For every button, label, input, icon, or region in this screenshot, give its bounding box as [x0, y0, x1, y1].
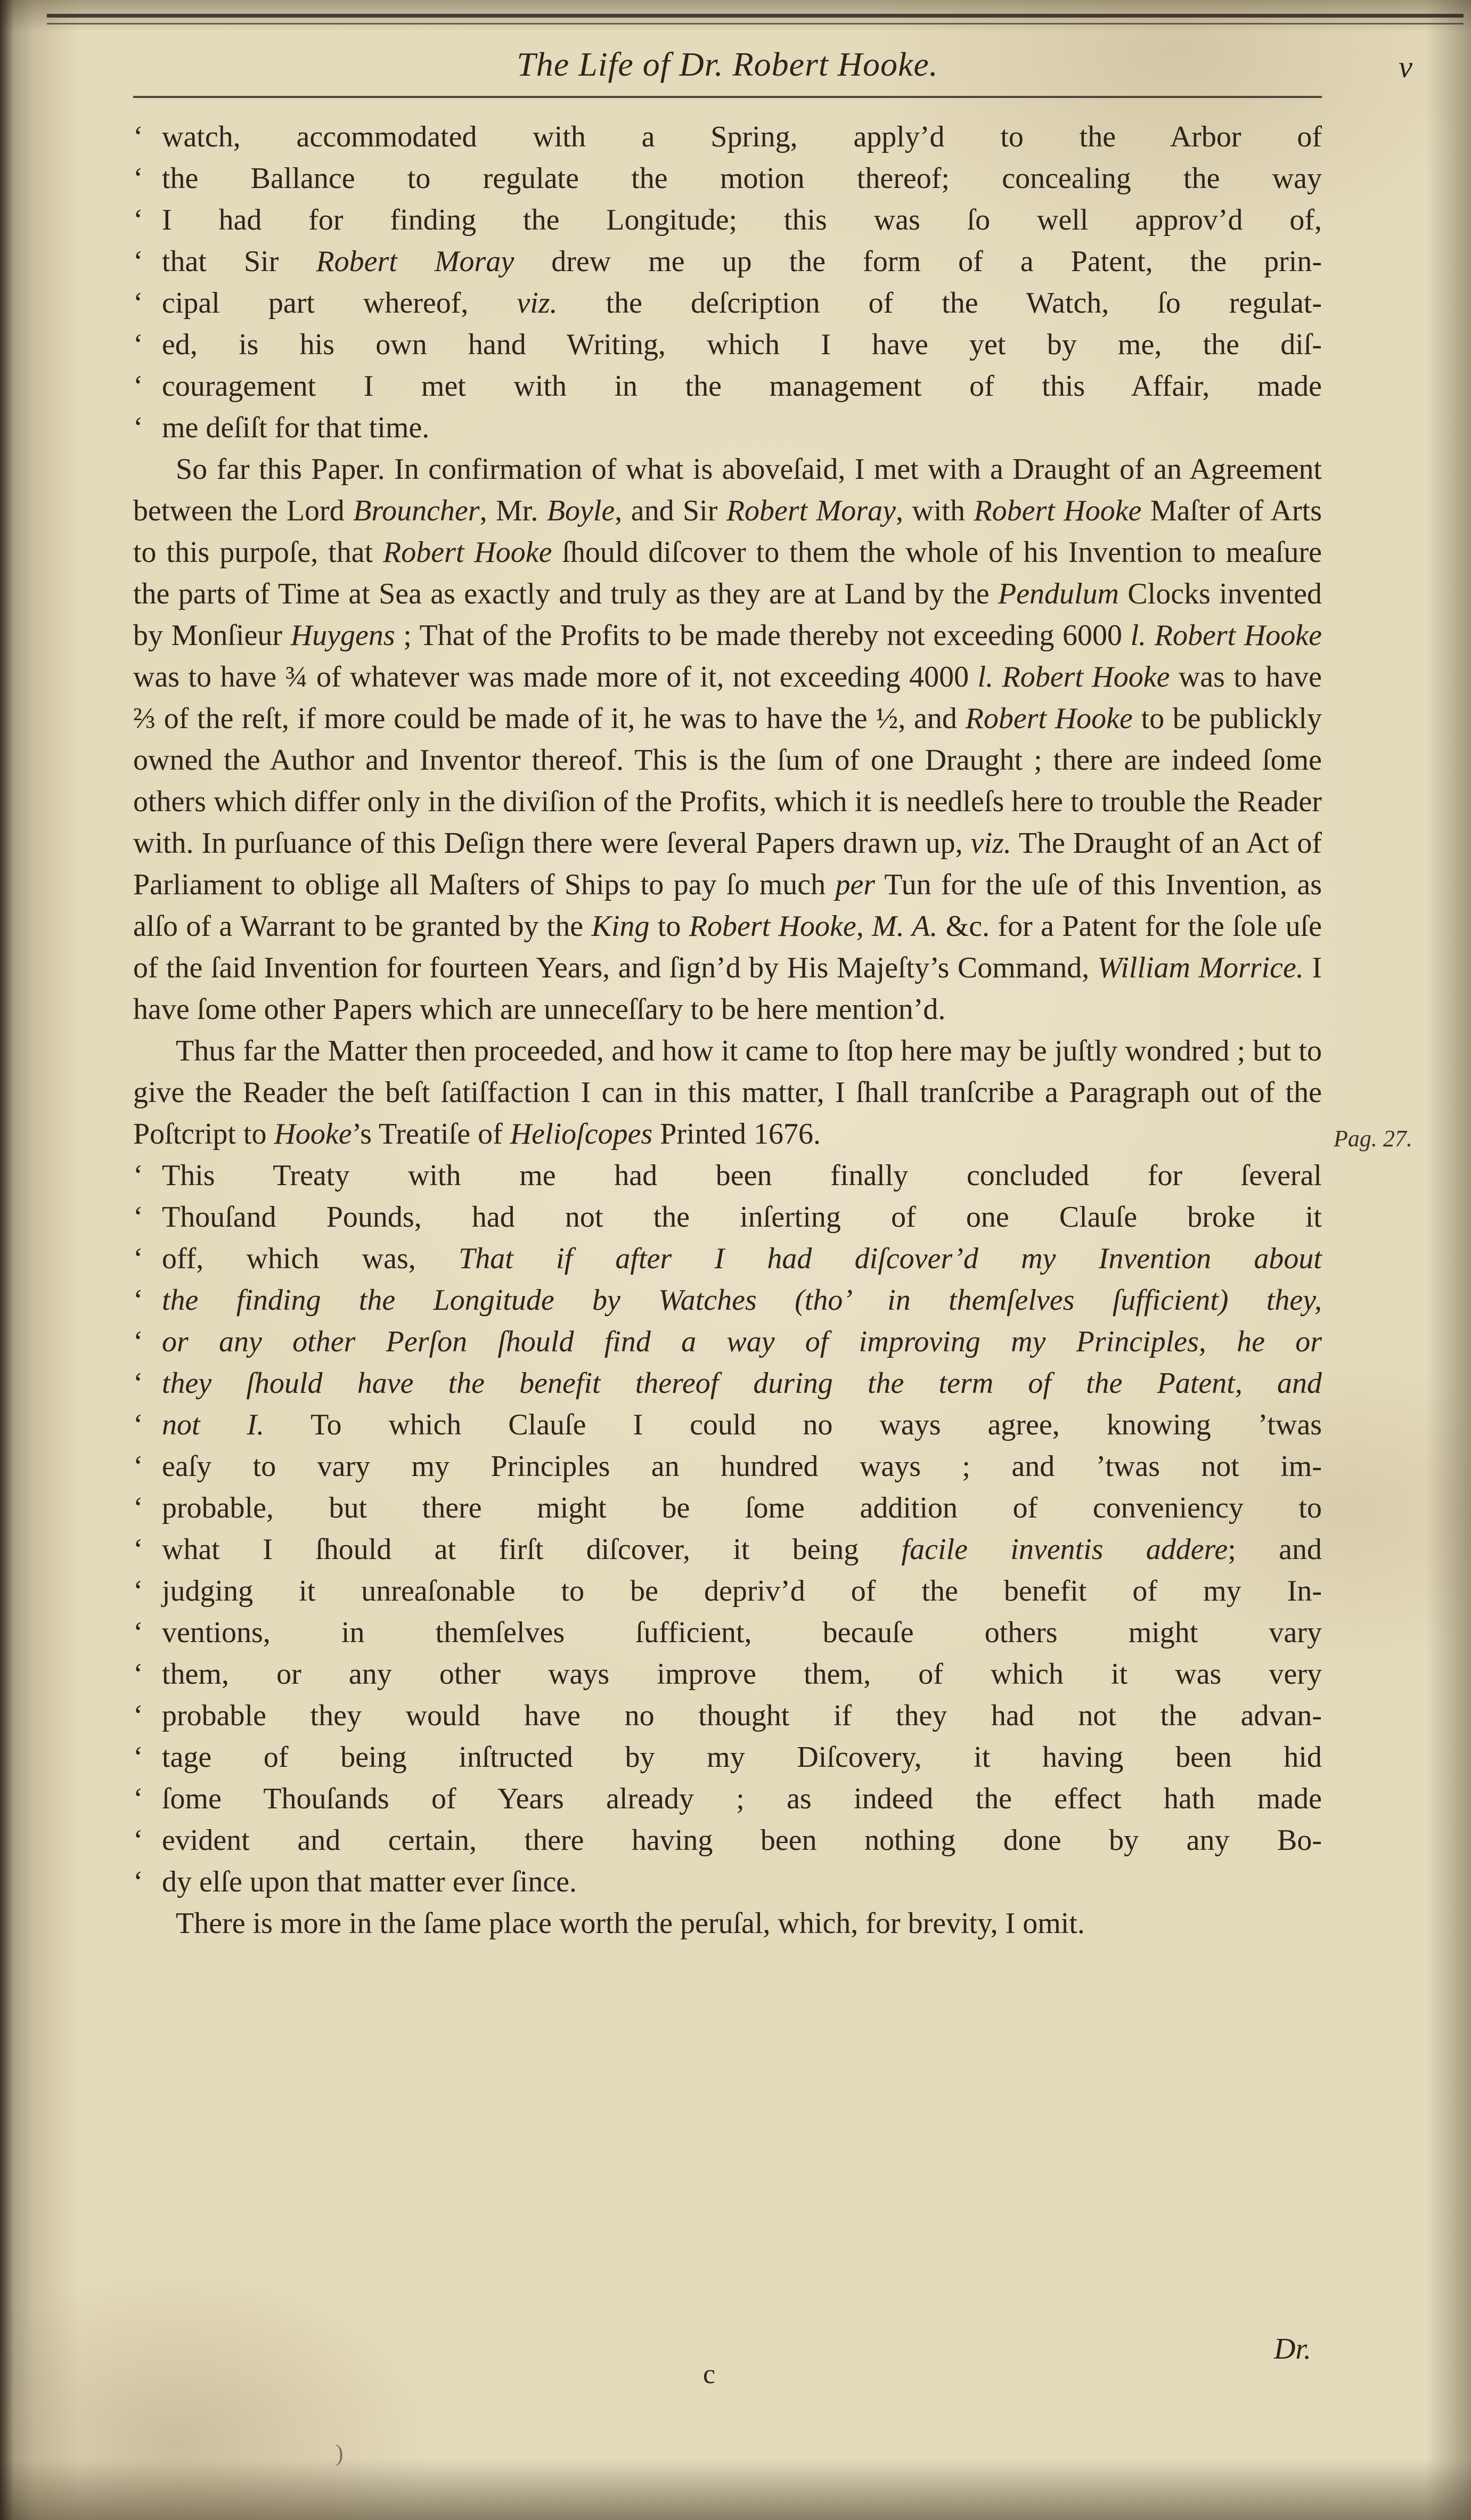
quote-line — [133, 1404, 1322, 1446]
quote-mark: ‘ — [133, 1325, 143, 1358]
quote-line — [133, 158, 1322, 199]
text-segment: was to have ⅔ of the reſt, if more could be made of it, he was to have the ½, and — [133, 660, 1322, 735]
quote-line — [133, 1695, 1322, 1736]
quote-line — [133, 1529, 1322, 1570]
text-segment: me deſiſt for that time. — [162, 411, 430, 444]
text-segment: or any other Perſon ſhould find a way of improving my Principles, he or — [162, 1325, 1322, 1358]
text-segment: l. Robert Hooke — [1130, 619, 1322, 652]
text-segment: Robert Moray — [316, 245, 514, 278]
quote-mark: ‘ — [133, 203, 143, 236]
text-segment: watch, accommodated with a Spring, apply’d to the Arbor of — [162, 120, 1322, 153]
text-segment: , with — [895, 494, 974, 527]
catchword: Dr. — [1273, 2333, 1311, 2366]
quote-mark: ‘ — [133, 370, 143, 403]
text-segment: Robert Hooke — [965, 702, 1133, 735]
quote-mark: ‘ — [133, 120, 143, 153]
quote-line — [133, 1155, 1322, 1196]
text-segment: William Morrice. — [1097, 951, 1304, 984]
quote-mark: ‘ — [133, 1616, 143, 1649]
quote-line — [133, 365, 1322, 407]
quote-line — [133, 1736, 1322, 1778]
text-segment: That if after I had diſcover’d my Invention about — [459, 1242, 1322, 1275]
page-number: v — [1399, 50, 1412, 84]
quote-mark: ‘ — [133, 1865, 143, 1898]
stray-ink-mark: ) — [336, 2440, 344, 2466]
text-segment: they ſhould have the benefit thereof during the term of the Patent, and — [162, 1367, 1322, 1400]
quote-line — [133, 1279, 1322, 1321]
text-segment: ventions, in themſelves ſufficient, becauſe others might vary — [162, 1616, 1322, 1649]
text-segment: couragement I met with in the management of this Affair, made — [162, 370, 1322, 403]
quote-mark: ‘ — [133, 1491, 143, 1524]
paragraph — [133, 1903, 1322, 1944]
text-segment: So far this Paper. In confirmation of what is aboveſaid, I met with a Draught of an Agreement between the Lord — [133, 453, 1322, 527]
quote-mark: ‘ — [133, 328, 143, 361]
text-segment: I have ſome other Papers which are unneceſſary to be here mention’d. — [133, 951, 1322, 1026]
quote-line — [133, 1778, 1322, 1820]
text-segment: ed, is his own hand Writing, which I have yet by me, the diſ- — [162, 328, 1322, 361]
quote-mark: ‘ — [133, 1533, 143, 1566]
quote-mark: ‘ — [133, 411, 143, 444]
quote-mark: ‘ — [133, 1782, 143, 1815]
text-segment: ; and — [1228, 1533, 1322, 1566]
text-segment: the deſcription of the Watch, ſo regulat- — [557, 287, 1322, 320]
text-segment: not I. — [162, 1408, 265, 1441]
quote-mark: ‘ — [133, 1284, 143, 1317]
text-segment: to be publickly owned the Author and Inventor thereof. This is the ſum of one Draught ; there are indeed ſome others which differ only in the diviſion of the Profits, which it is needleſs here to trouble the Reader with. In purſuance of this Deſign there were ſeveral Papers drawn up, — [133, 702, 1322, 860]
text-segment: Tun for the uſe of this Invention, as alſo of a Warrant to be granted by the — [133, 868, 1322, 943]
text-segment: drew me up the form of a Patent, the prin- — [514, 245, 1322, 278]
text-segment: ’s Treatiſe of — [352, 1118, 510, 1151]
quote-mark: ‘ — [133, 1159, 143, 1192]
text-segment: &c. for a Patent for the ſole uſe of the ſaid Invention for fourteen Years, and ſign’d by His Majeſty’s Command, — [133, 910, 1322, 984]
page-body — [133, 116, 1412, 1944]
top-rule — [47, 14, 1464, 18]
text-segment: I had for finding the Longitude; this was ſo well approv’d of, — [162, 203, 1322, 236]
quoted-passage — [133, 116, 1322, 448]
quote-line — [133, 1820, 1322, 1861]
text-segment: , and Sir — [615, 494, 726, 527]
quote-mark: ‘ — [133, 1367, 143, 1400]
quote-line — [133, 1321, 1322, 1363]
text-segment: probable they would have no thought if they had not the advan- — [162, 1699, 1322, 1732]
text-segment: Huygens — [290, 619, 395, 652]
text-segment: tage of being inſtructed by my Diſcovery, it having been hid — [162, 1741, 1322, 1774]
quote-line — [133, 1570, 1322, 1612]
quote-mark: ‘ — [133, 1575, 143, 1608]
text-segment: the Ballance to regulate the motion thereof; concealing the way — [162, 162, 1322, 195]
quote-line — [133, 1612, 1322, 1653]
text-segment: off, which was, — [162, 1242, 459, 1275]
quote-line — [133, 116, 1322, 158]
running-title: The Life of Dr. Robert Hooke. — [517, 45, 938, 83]
text-segment: facile inventis addere — [901, 1533, 1228, 1566]
quote-line — [133, 282, 1322, 324]
quote-mark: ‘ — [133, 1201, 143, 1234]
paragraph — [133, 1030, 1412, 1155]
text-segment: viz. — [970, 827, 1011, 860]
quote-mark: ‘ — [133, 1824, 143, 1857]
text-segment: them, or any other ways improve them, of which it was very — [162, 1658, 1322, 1691]
text-segment: to — [649, 910, 689, 943]
text-segment: Printed 1676. — [652, 1118, 821, 1151]
text-segment: probable, but there might be ſome addition of conveniency to — [162, 1491, 1322, 1524]
text-segment: the finding the Longitude by Watches (tho’ in themſelves ſufficient) they, — [162, 1284, 1322, 1317]
text-segment: what I ſhould at firſt diſcover, it being — [162, 1533, 902, 1566]
text-segment: ; That of the Profits to be made thereby not exceeding 6000 — [395, 619, 1131, 652]
quote-line — [133, 1653, 1322, 1695]
text-segment: Robert Hooke — [974, 494, 1142, 527]
text-segment: Thus far the Matter then proceeded, and how it came to ſtop here may be juſtly wondred ; but to give the Reader the beſt ſatiſfaction I can in this matter, I ſhall tranſcribe a Paragraph out of the Poſtcript to — [133, 1034, 1322, 1151]
quote-line — [133, 1363, 1322, 1404]
header-rule — [133, 96, 1322, 98]
quote-line — [133, 1446, 1322, 1487]
text-segment: was to have ¾ of whatever was made more of it, not exceeding 4000 — [133, 660, 978, 694]
text-segment: Robert Hooke, M. A. — [689, 910, 938, 943]
quote-line — [133, 324, 1322, 365]
text-segment: that Sir — [162, 245, 316, 278]
text-segment: Maſter of Arts to this purpoſe, that — [133, 494, 1322, 569]
text-segment: cipal part whereof, — [162, 287, 517, 320]
top-rule-thin — [47, 23, 1464, 25]
text-segment: Hooke — [274, 1118, 352, 1151]
text-segment: evident and certain, there having been nothing done by any Bo- — [162, 1824, 1322, 1857]
quote-mark: ‘ — [133, 1408, 143, 1441]
quote-mark: ‘ — [133, 1450, 143, 1483]
page-header — [133, 45, 1412, 84]
quoted-passage — [133, 1155, 1322, 1903]
quote-line — [133, 407, 1322, 448]
text-segment: Helioſcopes — [510, 1118, 653, 1151]
text-segment: To which Clauſe I could no ways agree, knowing ’twas — [264, 1408, 1322, 1441]
text-segment: l. Robert Hooke — [977, 660, 1170, 694]
quote-mark: ‘ — [133, 1741, 143, 1774]
quote-line — [133, 199, 1322, 241]
quote-line — [133, 1487, 1322, 1529]
text-segment: , Mr. — [479, 494, 547, 527]
text-segment: The Draught of an Act of Parliament to oblige all Maſters of Ships to pay ſo much — [133, 827, 1322, 901]
quote-mark: ‘ — [133, 1242, 143, 1275]
text-segment: dy elſe upon that matter ever ſince. — [162, 1865, 577, 1898]
quote-mark: ‘ — [133, 1658, 143, 1691]
quote-mark: ‘ — [133, 287, 143, 320]
text-segment: This Treaty with me had been finally concluded for ſeveral — [162, 1159, 1322, 1192]
text-segment: ſome Thouſands of Years already ; as indeed the effect hath made — [162, 1782, 1322, 1815]
quote-line — [133, 241, 1322, 282]
quote-mark: ‘ — [133, 1699, 143, 1732]
text-segment: Robert Hooke — [383, 536, 552, 569]
text-segment: Clocks invented by Monſieur — [133, 577, 1322, 652]
quote-line — [133, 1861, 1322, 1903]
text-segment: Robert Moray — [726, 494, 896, 527]
text-segment: Boyle — [546, 494, 615, 527]
text-segment: ſhould diſcover to them the whole of his Invention to meaſure the parts of Time at Sea as exactly and truly as they are at Land by the — [133, 536, 1322, 610]
quote-line — [133, 1196, 1322, 1238]
text-segment: Brouncher — [353, 494, 480, 527]
quote-mark: ‘ — [133, 162, 143, 195]
text-segment: King — [591, 910, 650, 943]
paragraph — [133, 448, 1322, 1030]
quote-mark: ‘ — [133, 245, 143, 278]
text-segment: eaſy to vary my Principles an hundred ways ; and ’twas not im- — [162, 1450, 1322, 1483]
margin-note: Pag. 27. — [1334, 1126, 1412, 1152]
text-segment: per — [835, 868, 876, 901]
quote-line — [133, 1238, 1322, 1279]
text-segment: viz. — [517, 287, 558, 320]
text-segment: judging it unreaſonable to be depriv’d of the benefit of my In- — [162, 1575, 1322, 1608]
text-segment: Thouſand Pounds, had not the inſerting of one Clauſe broke it — [162, 1201, 1322, 1234]
text-segment: There is more in the ſame place worth the peruſal, which, for brevity, I omit. — [176, 1907, 1085, 1940]
text-segment: Pendulum — [998, 577, 1119, 610]
signature-mark: c — [703, 2359, 716, 2389]
